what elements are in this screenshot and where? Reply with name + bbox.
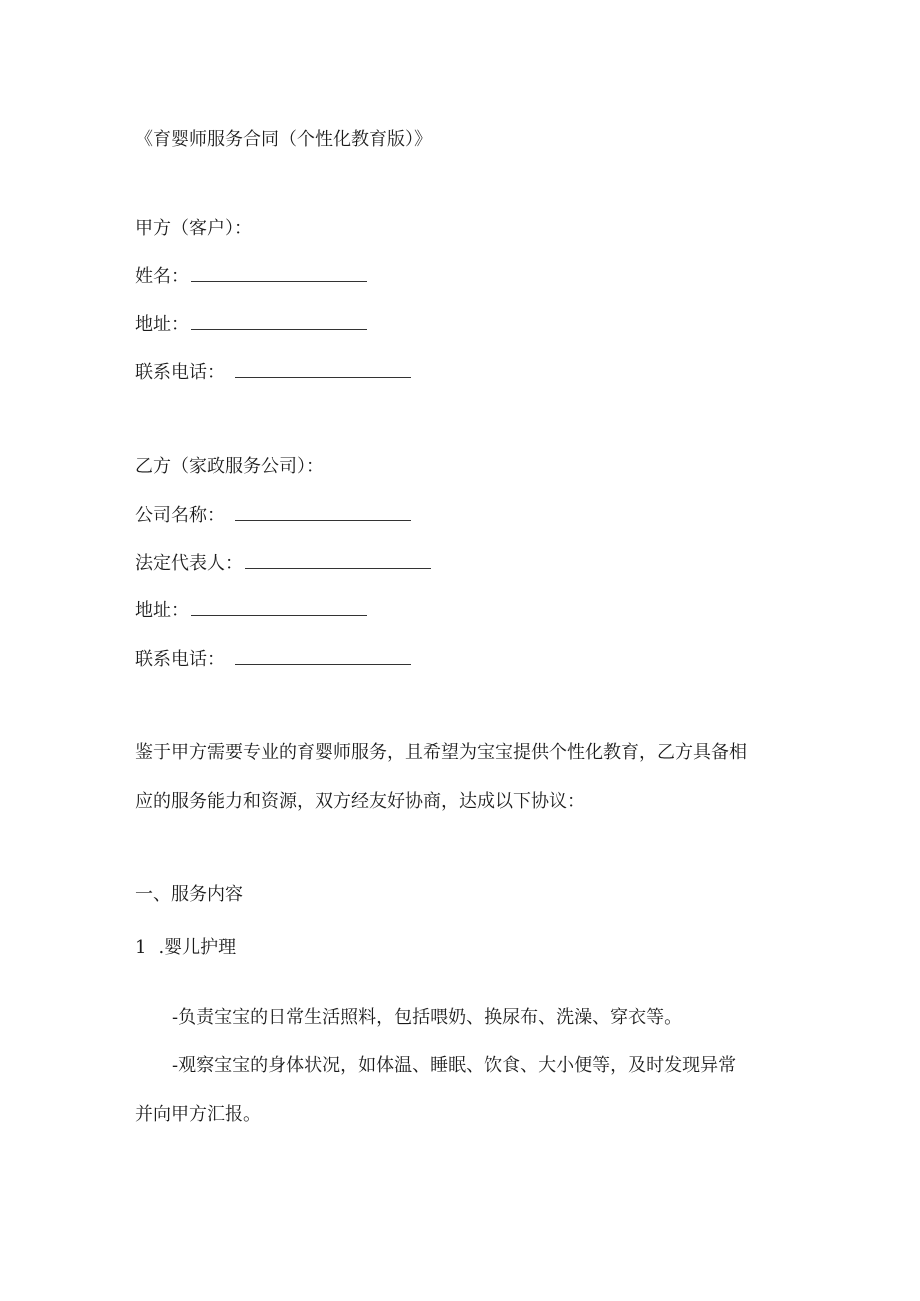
- party-b-company-label: 公司名称：: [135, 505, 225, 526]
- party-b-representative-row: [135, 552, 431, 576]
- party-b-phone-blank[interactable]: [235, 648, 411, 665]
- section-1-sub-1-title: .婴儿护理: [158, 937, 237, 958]
- party-b-representative-label: 法定代表人：: [135, 553, 243, 574]
- party-a-name-label: 姓名：: [135, 266, 189, 287]
- document-title: 《育婴师服务合同（个性化教育版）》: [135, 129, 432, 150]
- section-1-item-1: -负责宝宝的日常生活照料，包括喂奶、换尿布、洗澡、穿衣等。: [172, 1007, 683, 1028]
- party-b-address-label: 地址：: [135, 600, 189, 621]
- party-a-address-row: [135, 313, 367, 337]
- section-1-sub-1-heading: [135, 936, 236, 960]
- party-b-phone-label: 联系电话：: [135, 649, 225, 670]
- preamble-line-1: 鉴于甲方需要专业的育婴师服务，且希望为宝宝提供个性化教育，乙方具备相: [135, 742, 747, 763]
- party-a-name-blank[interactable]: [191, 265, 367, 282]
- party-b-company-blank[interactable]: [235, 504, 411, 521]
- section-1-sub-1-number: 1: [135, 937, 147, 958]
- party-b-address-row: [135, 599, 367, 623]
- party-a-name-row: [135, 265, 367, 289]
- section-1-heading: 一、服务内容: [135, 884, 243, 905]
- party-b-heading: 乙方（家政服务公司）：: [135, 456, 324, 477]
- party-b-phone-row: [135, 648, 411, 672]
- preamble-line-2: 应的服务能力和资源，双方经友好协商，达成以下协议：: [135, 791, 585, 812]
- party-a-address-blank[interactable]: [191, 313, 367, 330]
- party-b-representative-blank[interactable]: [245, 552, 431, 569]
- party-a-phone-label: 联系电话：: [135, 362, 225, 383]
- party-a-address-label: 地址：: [135, 314, 189, 335]
- party-a-phone-row: [135, 361, 411, 385]
- party-a-phone-blank[interactable]: [235, 361, 411, 378]
- party-b-company-row: [135, 504, 411, 528]
- party-b-address-blank[interactable]: [191, 599, 367, 616]
- section-1-item-2-line-2: 并向甲方汇报。: [135, 1104, 261, 1125]
- party-a-heading: 甲方（客户）：: [135, 218, 252, 239]
- section-1-item-2-line-1: -观察宝宝的身体状况，如体温、睡眠、饮食、大小便等，及时发现异常: [172, 1055, 737, 1076]
